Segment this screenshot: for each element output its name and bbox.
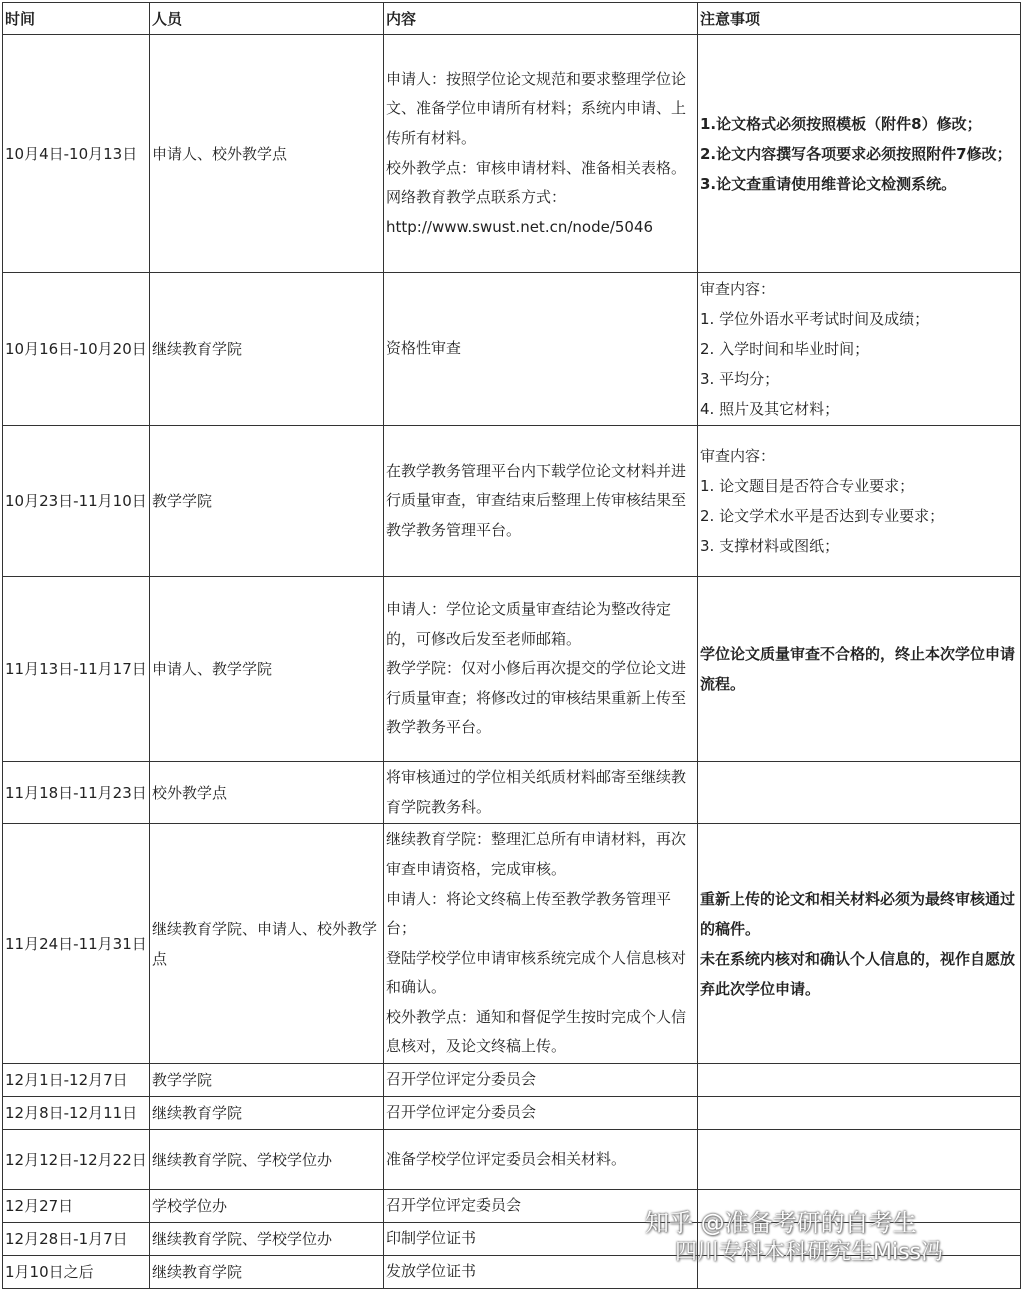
notes-paragraph: 审查内容： [700, 280, 776, 298]
notes-cell [698, 577, 1021, 762]
content-cell [384, 1256, 698, 1289]
notes-paragraph: 1. 学位外语水平考试时间及成绩； [700, 310, 930, 328]
notes-paragraph: 2. 入学时间和毕业时间； [700, 340, 870, 358]
watermark-line1: 知乎 @准备考研的自考生 [645, 1209, 917, 1237]
content-paragraph: 资格性审查 [386, 339, 462, 358]
time-cell: 10月16日-10月20日 [3, 273, 150, 426]
time-cell: 12月28日-1月7日 [3, 1223, 150, 1256]
table-row [3, 35, 1021, 273]
notes-cell [698, 35, 1021, 273]
notes-cell [698, 273, 1021, 426]
time-cell: 11月18日-11月23日 [3, 762, 150, 824]
table-row [3, 273, 1021, 426]
content-cell [384, 577, 698, 762]
content-paragraph: 召开学位评定委员会 [386, 1196, 522, 1215]
table-row [3, 1130, 1021, 1190]
content-paragraph: 网络教育教学点联系方式： [386, 188, 567, 207]
table-row [3, 1097, 1021, 1130]
time-cell: 10月23日-11月10日 [3, 426, 150, 577]
time-cell: 12月27日 [3, 1190, 150, 1223]
table-row [3, 1223, 1021, 1256]
content-cell [384, 762, 698, 824]
people-cell: 教学学院 [150, 426, 384, 577]
people-cell: 继续教育学院、学校学位办 [150, 1223, 384, 1256]
watermark-line2: 四川专科本科研究生Miss冯 [675, 1240, 944, 1265]
content-paragraph: 召开学位评定分委员会 [386, 1070, 537, 1089]
people-cell: 继续教育学院、申请人、校外教学点 [150, 824, 384, 1064]
notes-paragraph: 1.论文格式必须按照模板（附件8）修改； [700, 114, 982, 133]
content-cell [384, 1097, 698, 1130]
notes-paragraph: 3. 平均分； [700, 370, 780, 388]
header-content: 内容 [384, 3, 698, 35]
notes-paragraph: 重新上传的论文和相关材料必须为最终审核通过的稿件。 [700, 889, 1016, 938]
header-time: 时间 [3, 3, 150, 35]
notes-cell [698, 1097, 1021, 1130]
table-row [3, 1064, 1021, 1097]
notes-cell [698, 1190, 1021, 1223]
time-cell: 1月10日之后 [3, 1256, 150, 1289]
notes-cell [698, 1223, 1021, 1256]
notes-cell [698, 1256, 1021, 1289]
people-cell: 学校学位办 [150, 1190, 384, 1223]
notes-paragraph: 2. 论文学术水平是否达到专业要求； [700, 507, 945, 525]
header-row [3, 3, 1021, 35]
content-cell [384, 35, 698, 273]
notes-paragraph: 审查内容： [700, 447, 776, 465]
header-people: 人员 [150, 3, 384, 35]
content-paragraph: 申请人：将论文终稿上传至教学教务管理平台； [386, 889, 672, 938]
header-notes: 注意事项 [698, 3, 1021, 35]
notes-paragraph: 未在系统内核对和确认个人信息的，视作自愿放弃此次学位申请。 [700, 949, 1016, 998]
people-cell: 教学学院 [150, 1064, 384, 1097]
notes-cell [698, 1130, 1021, 1190]
table-row [3, 762, 1021, 824]
content-paragraph: 召开学位评定分委员会 [386, 1103, 537, 1122]
content-paragraph: 继续教育学院：整理汇总所有申请材料，再次审查申请资格，完成审核。 [386, 830, 687, 878]
people-cell: 继续教育学院 [150, 1097, 384, 1130]
notes-paragraph: 3.论文查重请使用维普论文检测系统。 [700, 174, 957, 193]
content-cell [384, 1130, 698, 1190]
time-cell: 11月24日-11月31日 [3, 824, 150, 1064]
content-cell [384, 1223, 698, 1256]
notes-cell [698, 426, 1021, 577]
time-cell: 12月1日-12月7日 [3, 1064, 150, 1097]
content-paragraph: 申请人：学位论文质量审查结论为整改待定的，可修改后发至老师邮箱。 [386, 600, 672, 648]
notes-cell [698, 762, 1021, 824]
content-paragraph: 准备学校学位评定委员会相关材料。 [386, 1149, 627, 1168]
content-cell [384, 824, 698, 1064]
people-cell: 继续教育学院 [150, 273, 384, 426]
table-row [3, 824, 1021, 1064]
notes-paragraph: 学位论文质量审查不合格的，终止本次学位申请流程。 [700, 645, 1016, 693]
people-cell: 继续教育学院 [150, 1256, 384, 1289]
content-paragraph: 校外教学点：通知和督促学生按时完成个人信息核对，及论文终稿上传。 [386, 1007, 687, 1056]
time-cell: 12月8日-12月11日 [3, 1097, 150, 1130]
content-paragraph: 登陆学校学位申请审核系统完成个人信息核对和确认。 [386, 948, 687, 997]
people-cell: 申请人、教学学院 [150, 577, 384, 762]
content-paragraph: 教学学院：仅对小修后再次提交的学位论文进行质量审查；将修改过的审核结果重新上传至教学教务平台。 [386, 659, 687, 737]
people-cell: 申请人、校外教学点 [150, 35, 384, 273]
time-cell: 12月12日-12月22日 [3, 1130, 150, 1190]
time-cell: 11月13日-11月17日 [3, 577, 150, 762]
people-cell: 继续教育学院、学校学位办 [150, 1130, 384, 1190]
content-paragraph: 印制学位证书 [386, 1229, 477, 1248]
content-cell [384, 1190, 698, 1223]
content-paragraph: 将审核通过的学位相关纸质材料邮寄至继续教育学院教务科。 [386, 768, 687, 816]
schedule-body [3, 35, 1021, 1289]
content-paragraph: http://www.swust.net.cn/node/5046 [386, 217, 654, 236]
content-cell [384, 1064, 698, 1097]
table-row [3, 1256, 1021, 1289]
notes-paragraph: 2.论文内容撰写各项要求必须按照附件7修改； [700, 144, 1012, 163]
content-cell [384, 273, 698, 426]
notes-cell [698, 1064, 1021, 1097]
content-paragraph: 在教学教务管理平台内下载学位论文材料并进行质量审查，审查结束后整理上传审核结果至教学教务管理平台。 [386, 461, 687, 539]
table-row [3, 1190, 1021, 1223]
content-paragraph: 申请人：按照学位论文规范和要求整理学位论文、准备学位申请所有材料；系统内申请、上传所有材料。 [386, 69, 687, 147]
content-cell [384, 426, 698, 577]
content-paragraph: 发放学位证书 [386, 1262, 477, 1281]
notes-paragraph: 3. 支撑材料或图纸； [700, 537, 840, 555]
schedule-table [2, 2, 1021, 1289]
time-cell: 10月4日-10月13日 [3, 35, 150, 273]
notes-paragraph: 1. 论文题目是否符合专业要求； [700, 477, 915, 495]
table-row [3, 577, 1021, 762]
notes-cell [698, 824, 1021, 1064]
notes-paragraph: 4. 照片及其它材料； [700, 400, 840, 418]
people-cell: 校外教学点 [150, 762, 384, 824]
table-row [3, 426, 1021, 577]
content-paragraph: 校外教学点：审核申请材料、准备相关表格。 [386, 158, 687, 177]
